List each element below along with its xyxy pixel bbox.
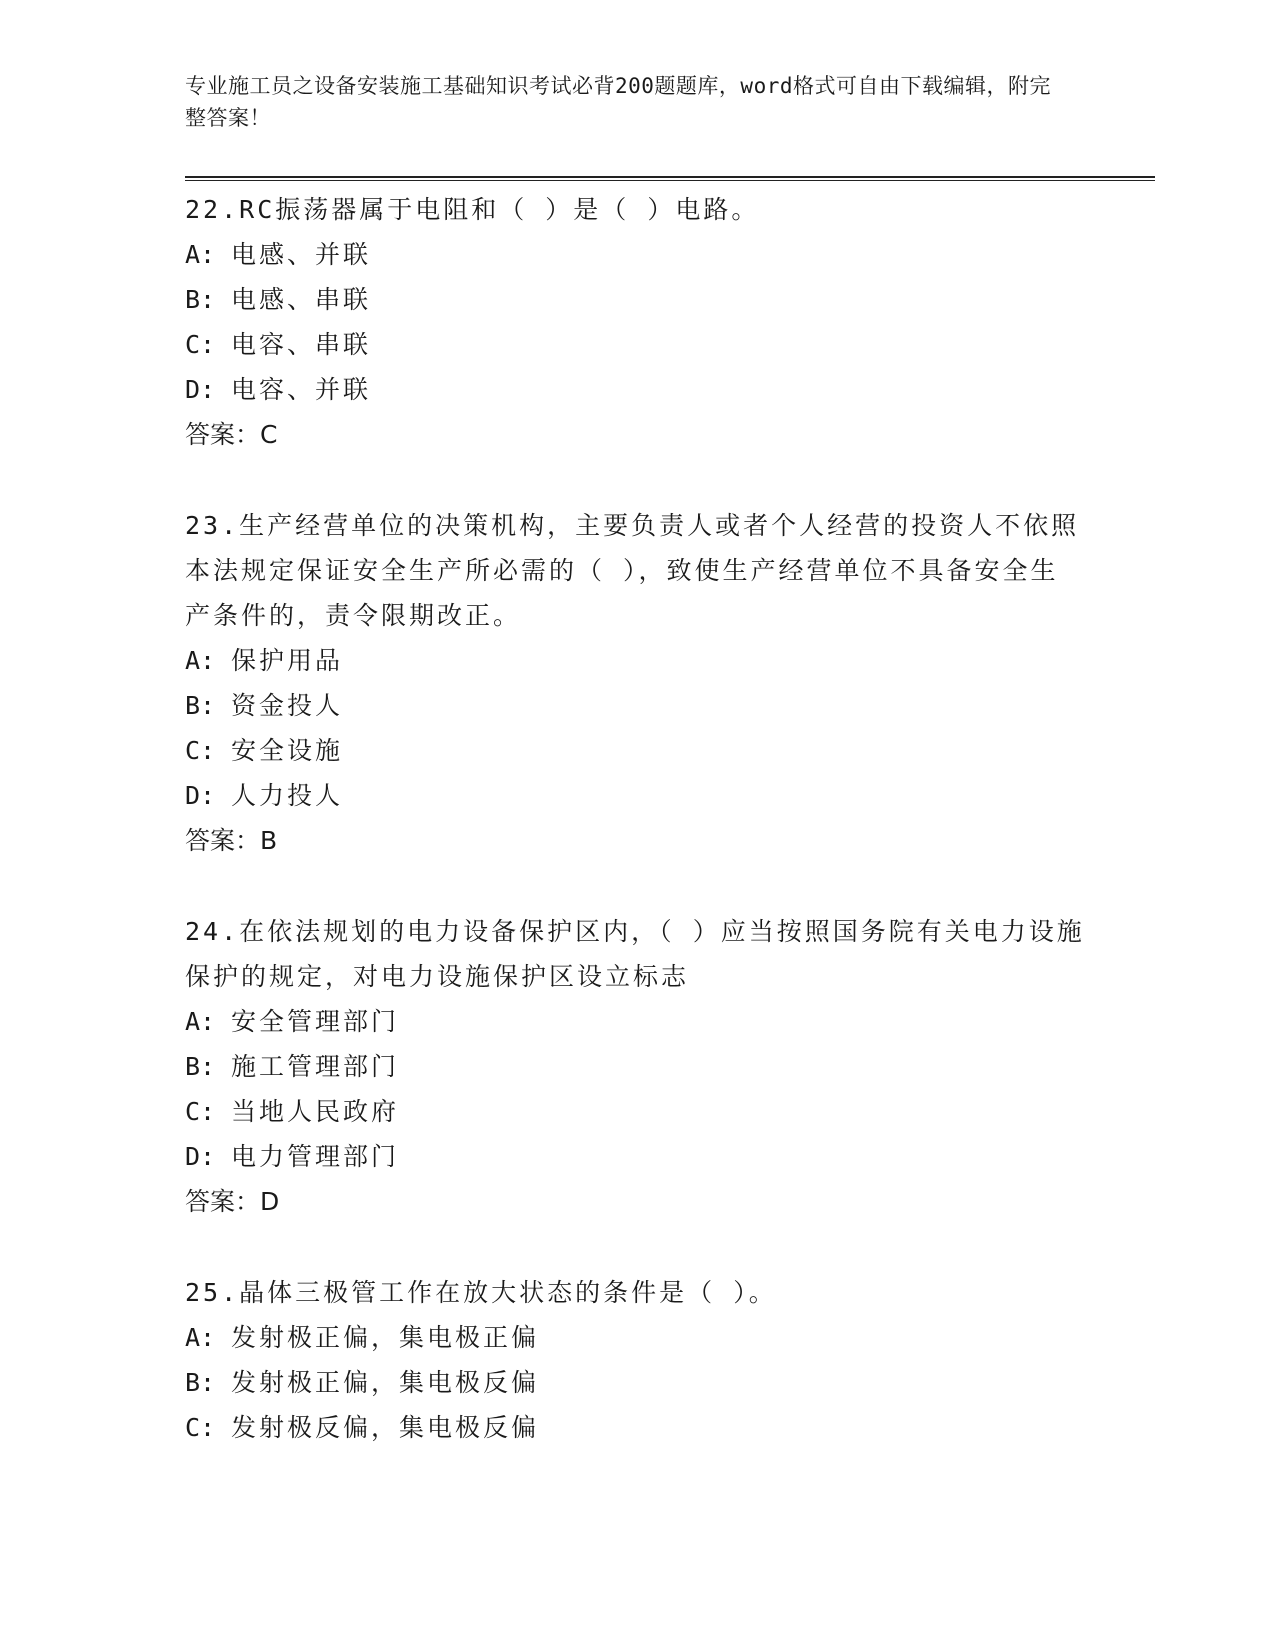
option-text: 发射极反偏，集电极反偏 (231, 1413, 540, 1442)
option-b (185, 1044, 1155, 1089)
option-c (185, 728, 1155, 773)
option-letter: C: (185, 1097, 216, 1126)
option-text: 电感、并联 (231, 240, 372, 269)
option-text: 电容、并联 (231, 375, 372, 404)
option-text: 保护用品 (231, 646, 344, 675)
spacer (185, 863, 1155, 909)
option-d (185, 773, 1155, 818)
question-25 (185, 1270, 1155, 1450)
option-letter: B: (185, 285, 216, 314)
answer-line: 答案：D (185, 1187, 280, 1216)
option-a (185, 638, 1155, 683)
option-letter: B: (185, 1368, 216, 1397)
option-letter: D: (185, 781, 216, 810)
option-letter: A: (185, 1323, 216, 1352)
question-stem: 23.生产经营单位的决策机构，主要负责人或者个人经营的投资人不依照本法规定保证安全生产所必需的（ ），致使生产经营单位不具备安全生产条件的，责令限期改正。 (185, 511, 1080, 630)
option-a (185, 999, 1155, 1044)
option-c (185, 1405, 1155, 1450)
option-text: 电容、串联 (231, 330, 372, 359)
option-text: 发射极正偏，集电极正偏 (231, 1323, 540, 1352)
option-text: 发射极正偏，集电极反偏 (231, 1368, 540, 1397)
spacer (185, 1224, 1155, 1270)
option-letter: C: (185, 330, 216, 359)
option-d (185, 367, 1155, 412)
option-letter: A: (185, 646, 216, 675)
option-text: 安全管理部门 (231, 1007, 400, 1036)
option-text: 电感、串联 (231, 285, 372, 314)
question-22 (185, 187, 1155, 457)
question-stem: 24.在依法规划的电力设备保护区内，（ ）应当按照国务院有关电力设施保护的规定，对电力设施保护区设立标志 (185, 917, 1085, 991)
question-stem: 22.RC振荡器属于电阻和（ ）是（ ）电路。 (185, 195, 760, 224)
document-header: 专业施工员之设备安装施工基础知识考试必背200题题库，word格式可自由下载编辑，附完整答案！ (185, 74, 1051, 130)
option-b (185, 683, 1155, 728)
option-b (185, 1360, 1155, 1405)
option-text: 施工管理部门 (231, 1052, 400, 1081)
option-c (185, 322, 1155, 367)
answer-line: 答案：B (185, 826, 278, 855)
option-b (185, 277, 1155, 322)
option-c (185, 1089, 1155, 1134)
option-text: 电力管理部门 (231, 1142, 400, 1171)
option-letter: C: (185, 736, 216, 765)
option-letter: C: (185, 1413, 216, 1442)
option-letter: B: (185, 1052, 216, 1081)
option-text: 当地人民政府 (231, 1097, 400, 1126)
spacer (185, 457, 1155, 503)
option-a (185, 232, 1155, 277)
option-text: 资金投人 (231, 691, 344, 720)
document-page (185, 70, 1155, 1450)
option-text: 人力投人 (231, 781, 344, 810)
header-divider (185, 176, 1155, 181)
option-letter: D: (185, 375, 216, 404)
question-23 (185, 503, 1155, 863)
option-text: 安全设施 (231, 736, 344, 765)
option-letter: A: (185, 240, 216, 269)
answer-line: 答案：C (185, 420, 278, 449)
option-letter: B: (185, 691, 216, 720)
question-stem: 25.晶体三极管工作在放大状态的条件是（ ）。 (185, 1278, 777, 1307)
option-letter: D: (185, 1142, 216, 1171)
option-d (185, 1134, 1155, 1179)
question-24 (185, 909, 1155, 1224)
option-a (185, 1315, 1155, 1360)
option-letter: A: (185, 1007, 216, 1036)
